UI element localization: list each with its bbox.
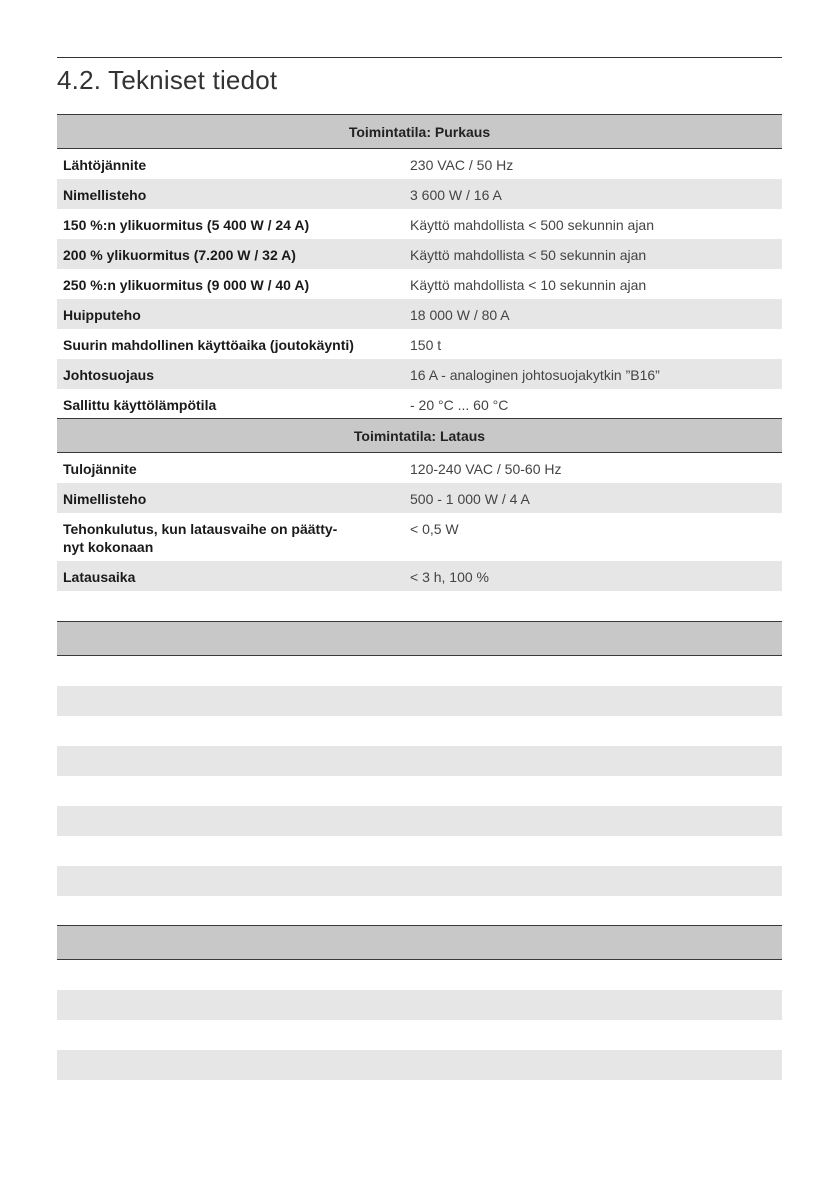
row-value: Käyttö mahdollista < 500 sekunnin ajan: [410, 217, 654, 233]
empty-row: [57, 866, 782, 896]
empty-row: [57, 960, 782, 990]
row-label: 200 % ylikuormitus (7.200 W / 32 A): [63, 247, 296, 263]
row-label: Lähtöjännite: [63, 157, 147, 173]
row-label: Tehonkulutus, kun latausvaihe on päätty- nyt kokonaan: [63, 521, 338, 555]
empty-row: [57, 776, 782, 806]
row-value: 150 t: [410, 337, 442, 353]
row-value: Käyttö mahdollista < 10 sekunnin ajan: [410, 277, 647, 293]
table-row: [57, 179, 782, 209]
empty-table: [57, 925, 782, 1080]
empty-row: [57, 716, 782, 746]
row-value: 120-240 VAC / 50-60 Hz: [410, 461, 562, 477]
table-row: [57, 209, 782, 239]
table-row: [57, 239, 782, 269]
empty-row: [57, 836, 782, 866]
empty-table-header: [57, 925, 782, 960]
row-label: Nimellisteho: [63, 491, 147, 507]
empty-table: [57, 621, 782, 926]
row-label: Nimellisteho: [63, 187, 147, 203]
empty-row: [57, 686, 782, 716]
row-value: 18 000 W / 80 A: [410, 307, 510, 323]
row-value: Käyttö mahdollista < 50 sekunnin ajan: [410, 247, 647, 263]
empty-row: [57, 656, 782, 686]
top-rule: [57, 57, 782, 58]
table-row: [57, 453, 782, 483]
spec-table-discharge: [57, 114, 782, 419]
empty-row: [57, 746, 782, 776]
empty-row: [57, 896, 782, 926]
empty-row: [57, 1020, 782, 1050]
row-label: Tulojännite: [63, 461, 137, 477]
row-value: - 20 °C ... 60 °C: [410, 397, 509, 413]
table-row: [57, 329, 782, 359]
empty-row: [57, 1050, 782, 1080]
row-label: 150 %:n ylikuormitus (5 400 W / 24 A): [63, 217, 310, 233]
row-label: Latausaika: [63, 569, 136, 585]
table-row: [57, 359, 782, 389]
row-value: 16 A - analoginen johtosuojakytkin ”B16”: [410, 367, 660, 383]
table-row: [57, 389, 782, 419]
empty-table-header: [57, 621, 782, 656]
row-value: < 0,5 W: [410, 521, 459, 537]
row-value: 230 VAC / 50 Hz: [410, 157, 514, 173]
row-label: Johtosuojaus: [63, 367, 155, 383]
table-row: [57, 513, 782, 561]
row-label: Sallittu käyttölämpötila: [63, 397, 217, 413]
row-value: < 3 h, 100 %: [410, 569, 490, 585]
row-label: 250 %:n ylikuormitus (9 000 W / 40 A): [63, 277, 310, 293]
row-value: 500 - 1 000 W / 4 A: [410, 491, 530, 507]
empty-row: [57, 990, 782, 1020]
table-row: [57, 149, 782, 179]
table-row: [57, 269, 782, 299]
page-title: 4.2. Tekniset tiedot: [57, 65, 278, 95]
table-row: [57, 561, 782, 591]
empty-row: [57, 806, 782, 836]
row-label: Suurin mahdollinen käyttöaika (joutokäynti): [63, 337, 354, 353]
table-row: [57, 483, 782, 513]
table-header: Toimintatila: Lataus: [57, 418, 782, 453]
row-value: 3 600 W / 16 A: [410, 187, 502, 203]
table-header: Toimintatila: Purkaus: [57, 114, 782, 149]
row-label: Huipputeho: [63, 307, 141, 323]
spec-table-charging: [57, 418, 782, 591]
table-row: [57, 299, 782, 329]
